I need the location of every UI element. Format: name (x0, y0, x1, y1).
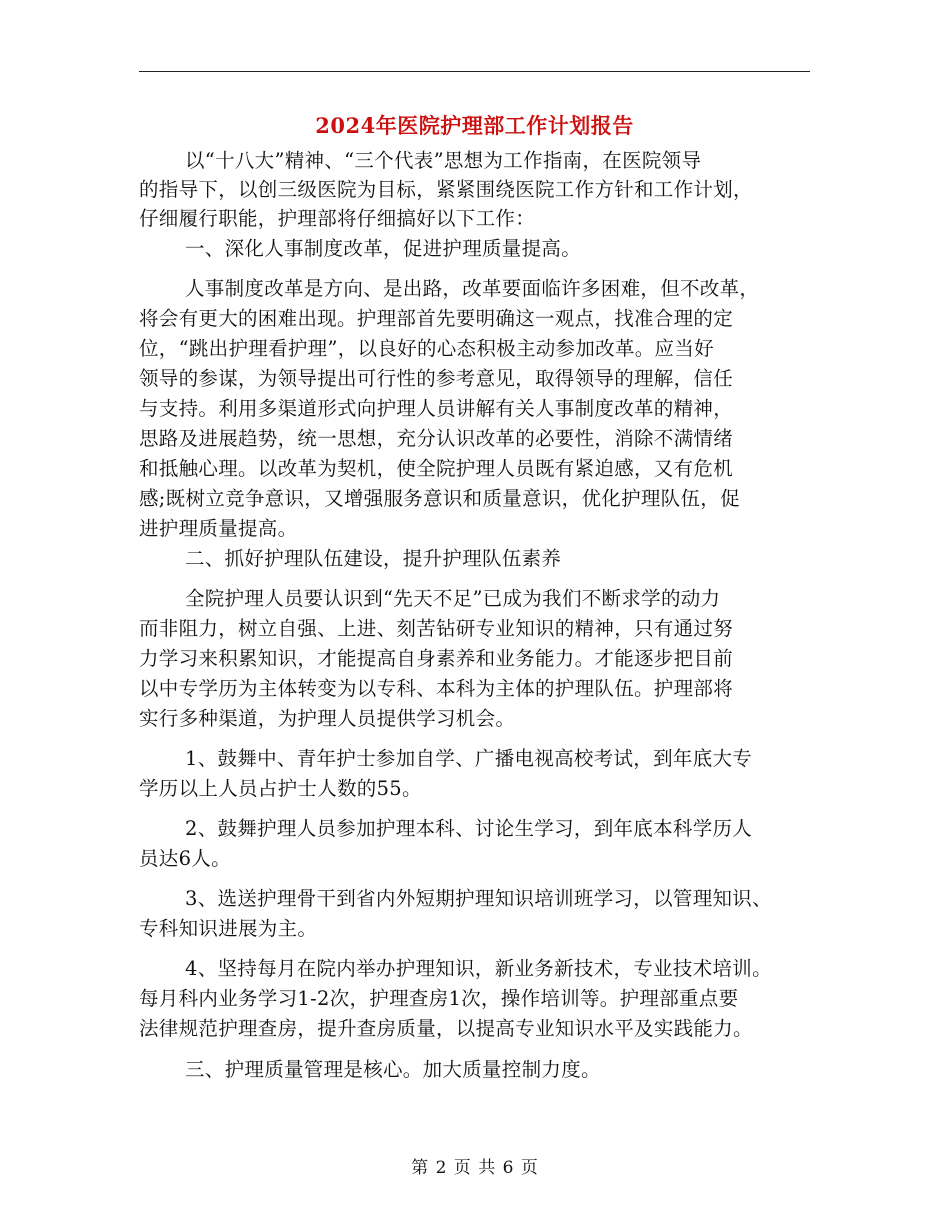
body-line: 与支持。利用多渠道形式向护理人员讲解有关人事制度改革的精神， (139, 397, 734, 420)
body-line: 进护理质量提高。 (139, 517, 298, 540)
body-line: 实行多种渠道，为护理人员提供学习机会。 (139, 707, 516, 730)
body-line: 三、护理质量管理是核心。加大质量控制力度。 (185, 1058, 601, 1081)
body-line: 2、鼓舞护理人员参加护理本科、讨论生学习，到年底本科学历人 (185, 817, 753, 840)
header-rule (139, 71, 810, 72)
body-line: 全院护理人员要认识到“先天不足”已成为我们不断求学的动力 (185, 587, 721, 610)
body-line: 而非阻力，树立自强、上进、刻苦钻研专业知识的精神，只有通过努 (139, 617, 734, 640)
body-line: 3、选送护理骨干到省内外短期护理知识培训班学习，以管理知识、 (185, 887, 772, 910)
body-line: 和抵触心理。以改革为契机，使全院护理人员既有紧迫感，又有危机 (139, 457, 734, 480)
body-line: 思路及进展趋势，统一思想，充分认识改革的必要性，消除不满情绪 (139, 427, 734, 450)
body-line: 法律规范护理查房，提升查房质量，以提高专业知识水平及实践能力。 (139, 1017, 753, 1040)
body-line: 一、深化人事制度改革，促进护理质量提高。 (185, 237, 582, 260)
body-line: 员达6人。 (139, 847, 231, 870)
body-line: 4、坚持每月在院内举办护理知识，新业务新技术，专业技术培训。 (185, 957, 772, 980)
document-title: 2024年医院护理部工作计划报告 (315, 113, 634, 138)
body-line: 二、抓好护理队伍建设，提升护理队伍素养 (185, 547, 562, 570)
body-line: 学历以上人员占护士人数的55。 (139, 777, 422, 800)
body-line: 以“十八大”精神、“三个代表”思想为工作指南，在医院领导 (185, 149, 702, 172)
body-line: 力学习来积累知识，才能提高自身素养和业务能力。才能逐步把目前 (139, 647, 734, 670)
page-number: 第 2 页 共 6 页 (411, 1158, 539, 1178)
body-line: 感;既树立竞争意识，又增强服务意识和质量意识，优化护理队伍，促 (139, 487, 740, 510)
body-line: 位，“跳出护理看护理”，以良好的心态积极主动参加改革。应当好 (139, 337, 714, 360)
body-line: 领导的参谋，为领导提出可行性的参考意见，取得领导的理解，信任 (139, 367, 734, 390)
body-line: 的指导下，以创三级医院为目标，紧紧围绕医院工作方针和工作计划， (139, 178, 753, 201)
body-line: 每月科内业务学习1-2次，护理查房1次，操作培训等。护理部重点要 (139, 987, 739, 1010)
body-line: 1、鼓舞中、青年护士参加自学、广播电视高校考试，到年底大专 (185, 747, 753, 770)
body-line: 专科知识进展为主。 (139, 917, 318, 940)
body-line: 人事制度改革是方向、是出路，改革要面临许多困难，但不改革， (185, 277, 760, 300)
body-line: 仔细履行职能，护理部将仔细搞好以下工作： (139, 207, 536, 230)
body-line: 以中专学历为主体转变为以专科、本科为主体的护理队伍。护理部将 (139, 677, 734, 700)
body-line: 将会有更大的困难出现。护理部首先要明确这一观点，找准合理的定 (139, 307, 734, 330)
